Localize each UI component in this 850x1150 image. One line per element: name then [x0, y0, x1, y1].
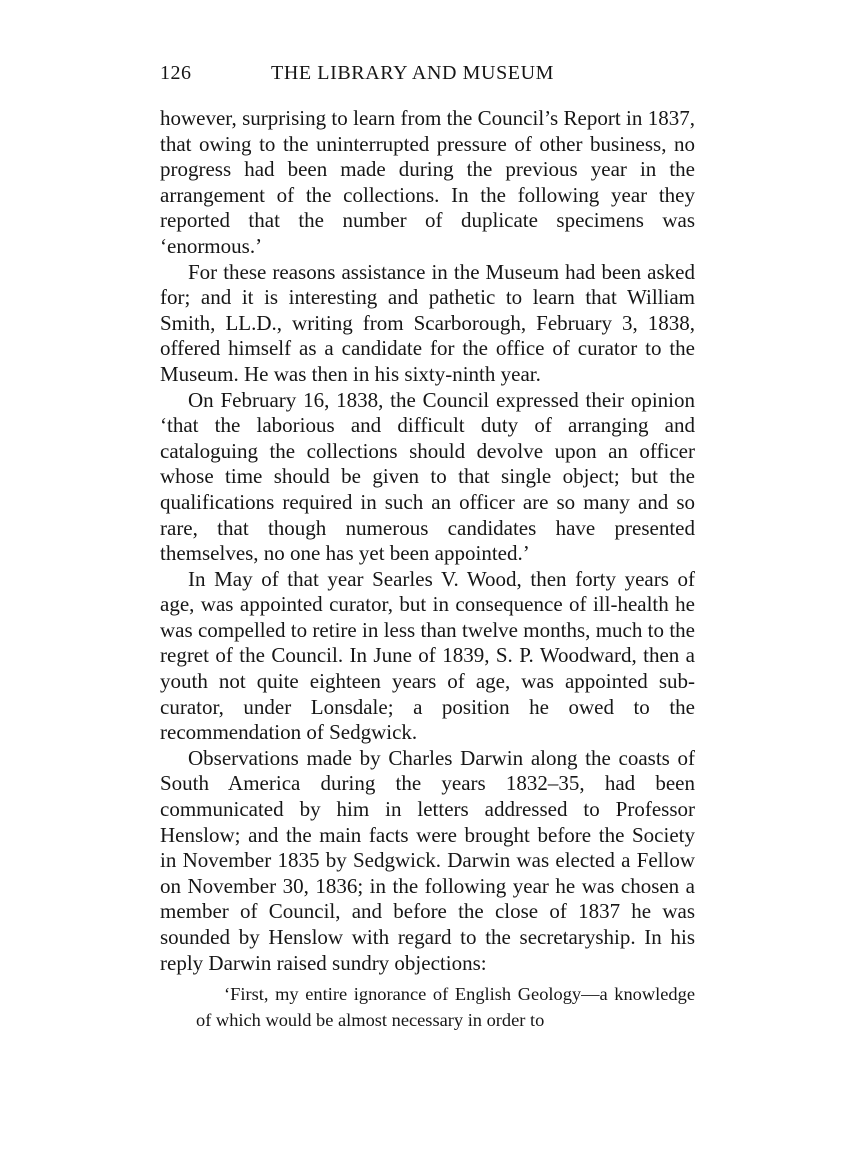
paragraph-searles-wood: In May of that year Searles V. Wood, then forty years of age, was appointed curator, but in consequence of ill-health he was compelled to retire in less than twelve months, much to the regret of the Council. In June of 1839, S. P. Woodward, then a youth not quite eighteen years of age, was appointed sub-curator, under Lonsdale; a position he owed to the recommendation of Sedgwick. [160, 566, 695, 745]
paragraph-william-smith: For these reasons assistance in the Museum had been asked for; and it is interesting and pathetic to learn that William Smith, LL.D., writing from Scarborough, February 3, 1838, offered himself as a candidate for the office of curator to the Museum. He was then in his sixty-ninth year. [160, 259, 695, 386]
running-head [160, 62, 695, 94]
paragraph-darwin: Observations made by Charles Darwin along the coasts of South America during the years 1832–35, had been communicated by him in letters addressed to Professor Henslow; and the main facts were brought before the Society in November 1835 by Sedgwick. Darwin was elected a Fellow on November 30, 1836; in the following year he was chosen a member of Council, and before the close of 1837 he was sounded by Henslow with regard to the secretaryship. In his reply Darwin raised sundry objections: [160, 745, 695, 975]
running-head-title: THE LIBRARY AND MUSEUM [271, 62, 555, 84]
book-page [160, 62, 695, 1033]
paragraph-continued: however, surprising to learn from the Council’s Report in 1837, that owing to the uninterrupted pressure of other business, no progress had been made during the previous year in the arrangement of the collections. In the following year they reported that the number of duplicate specimens was ‘enormous.’ [160, 106, 695, 258]
block-quote [196, 982, 695, 1033]
body-text [160, 106, 695, 976]
paragraph-council-opinion: On February 16, 1838, the Council expressed their opinion ‘that the laborious and difficult duty of arranging and cataloguing the collections should devolve upon an officer whose time should be given to that single object; but the qualifications required in such an officer are so many and so rare, that though numerous candidates have presented themselves, no one has yet been appointed.’ [160, 387, 695, 566]
page-number: 126 [160, 62, 192, 84]
quote-text: ‘First, my entire ignorance of English Geology—a knowledge of which would be almost necessary in order to [196, 984, 695, 1030]
